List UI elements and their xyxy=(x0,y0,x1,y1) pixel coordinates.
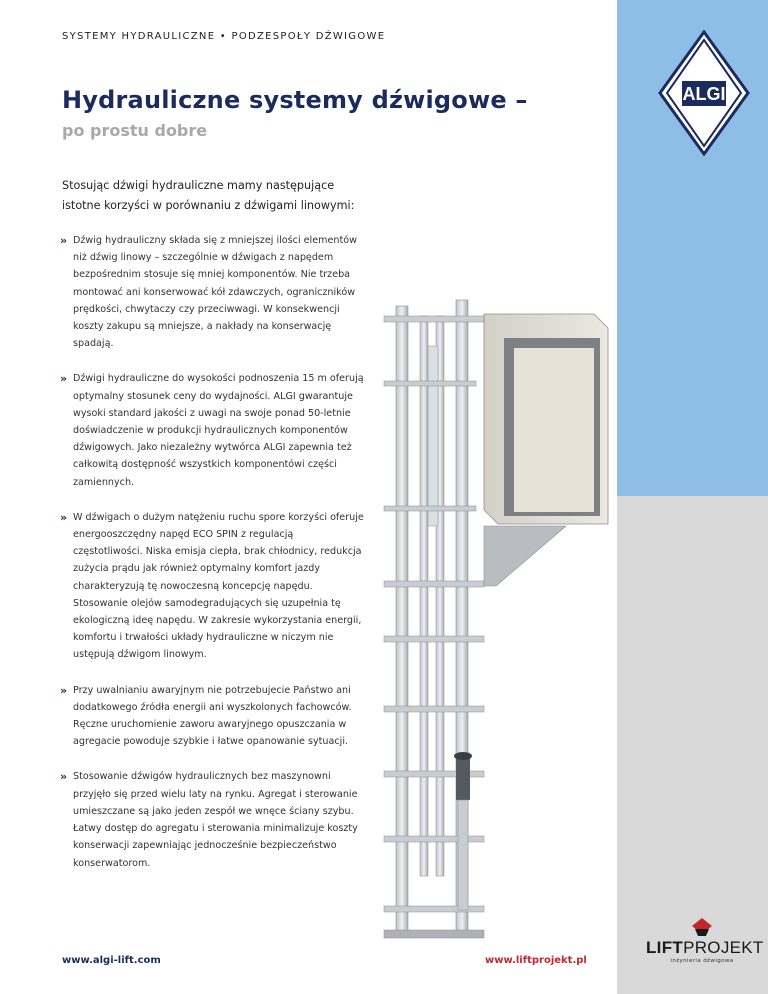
header-kicker: SYSTEMY HYDRAULICZNE • PODZESPOŁY DŹWIGOWE xyxy=(62,31,386,42)
double-chevron-icon: » xyxy=(60,372,68,386)
algi-website-link[interactable]: www.algi-lift.com xyxy=(62,955,161,966)
double-chevron-icon: » xyxy=(60,234,68,247)
page-title: Hydrauliczne systemy dźwigowe – xyxy=(62,86,528,114)
benefits-list xyxy=(62,232,364,890)
list-item-text: Dźwigi hydrauliczne do wysokości podnoszenia 15 m oferują optymalny stosunek ceny do wydajności. ALGI gwarantuje wysoki standard jakości z uwagi na swoje ponad 50-letnie doświadczenie w produkcji hydraulicznych komponentów dźwigowych. Jako niezależny wytwórca ALGI zapewnia też całkowitą dostępność wszystkich komponentówi części zamiennych. xyxy=(73,373,364,488)
liftprojekt-website-link[interactable]: www.liftprojekt.pl xyxy=(485,955,587,966)
intro-paragraph: Stosując dźwigi hydrauliczne mamy następujące istotne korzyści w porównaniu z dźwigami linowymi: xyxy=(62,179,355,212)
liftprojekt-tagline: inżynieria dźwigowa xyxy=(670,958,734,964)
list-item xyxy=(62,370,364,490)
double-chevron-icon: » xyxy=(60,510,68,524)
algi-logo-text: ALGI xyxy=(682,84,726,104)
list-item xyxy=(62,232,364,352)
algi-logo[interactable] xyxy=(658,30,750,156)
list-item-text: Dźwig hydrauliczny składa się z mniejszej ilości elementów niż dźwig linowy – szczególnie w dźwigach z napędem bezpośrednim stosuje się mniej komponentów. Nie trzeba montować ani konserwować kół zdawczych, ograniczników prędkości, chwytaczy czy przeciwwagi. W konsekwencji koszty zakupu są mniejsze, a nakłady na konserwację spadają. xyxy=(73,235,357,350)
double-chevron-icon: » xyxy=(60,683,68,697)
list-item xyxy=(62,509,364,664)
list-item xyxy=(62,682,364,751)
liftprojekt-emblem-icon xyxy=(646,916,758,938)
list-item xyxy=(62,768,364,871)
list-item-text: Przy uwalnianiu awaryjnym nie potrzebujecie Państwo ani dodatkowego źródła energii ani wyszkolonych fachowców. Ręczne uruchomienie zaworu awaryjnego opuszczania w agregacie powoduje szybkie i łatwe opanowanie sytuacji. xyxy=(73,684,352,748)
elevator-illustration xyxy=(376,286,612,946)
liftprojekt-logo[interactable] xyxy=(646,916,764,970)
liftprojekt-wordmark: LIFTPROJEKT xyxy=(646,938,764,957)
list-item-text: W dźwigach o dużym natężeniu ruchu spore korzyści oferuje energooszczędny napęd ECO SPIN z regulacją częstotliwości. Niska emisja ciepła, brak chłodnicy, redukcja zużycia prądu jak również optymalny komfort jazdy charakteryzują tę nowoczesną koncepcję napędu. Stosowanie olejów samodegradujących się uzupełnia tę ekologiczną ideę napędu. W zakresie wykorzystania energii, komfortu i trwałości układy hydrauliczne w niczym nie ustępują dźwigom linowym. xyxy=(73,511,364,661)
page-subtitle: po prostu dobre xyxy=(62,121,208,140)
list-item-text: Stosowanie dźwigów hydraulicznych bez maszynowni przyjęło się przed wielu laty na rynku. Agregat i sterowanie umieszczane są jako jeden zespół we wnęce ściany szybu. Łatwy dostęp do agregatu i sterowania minimalizuje koszty konserwacji zapewniając jednocześnie bezpieczeństwo konserwatorom. xyxy=(73,771,358,869)
double-chevron-icon: » xyxy=(60,770,68,784)
